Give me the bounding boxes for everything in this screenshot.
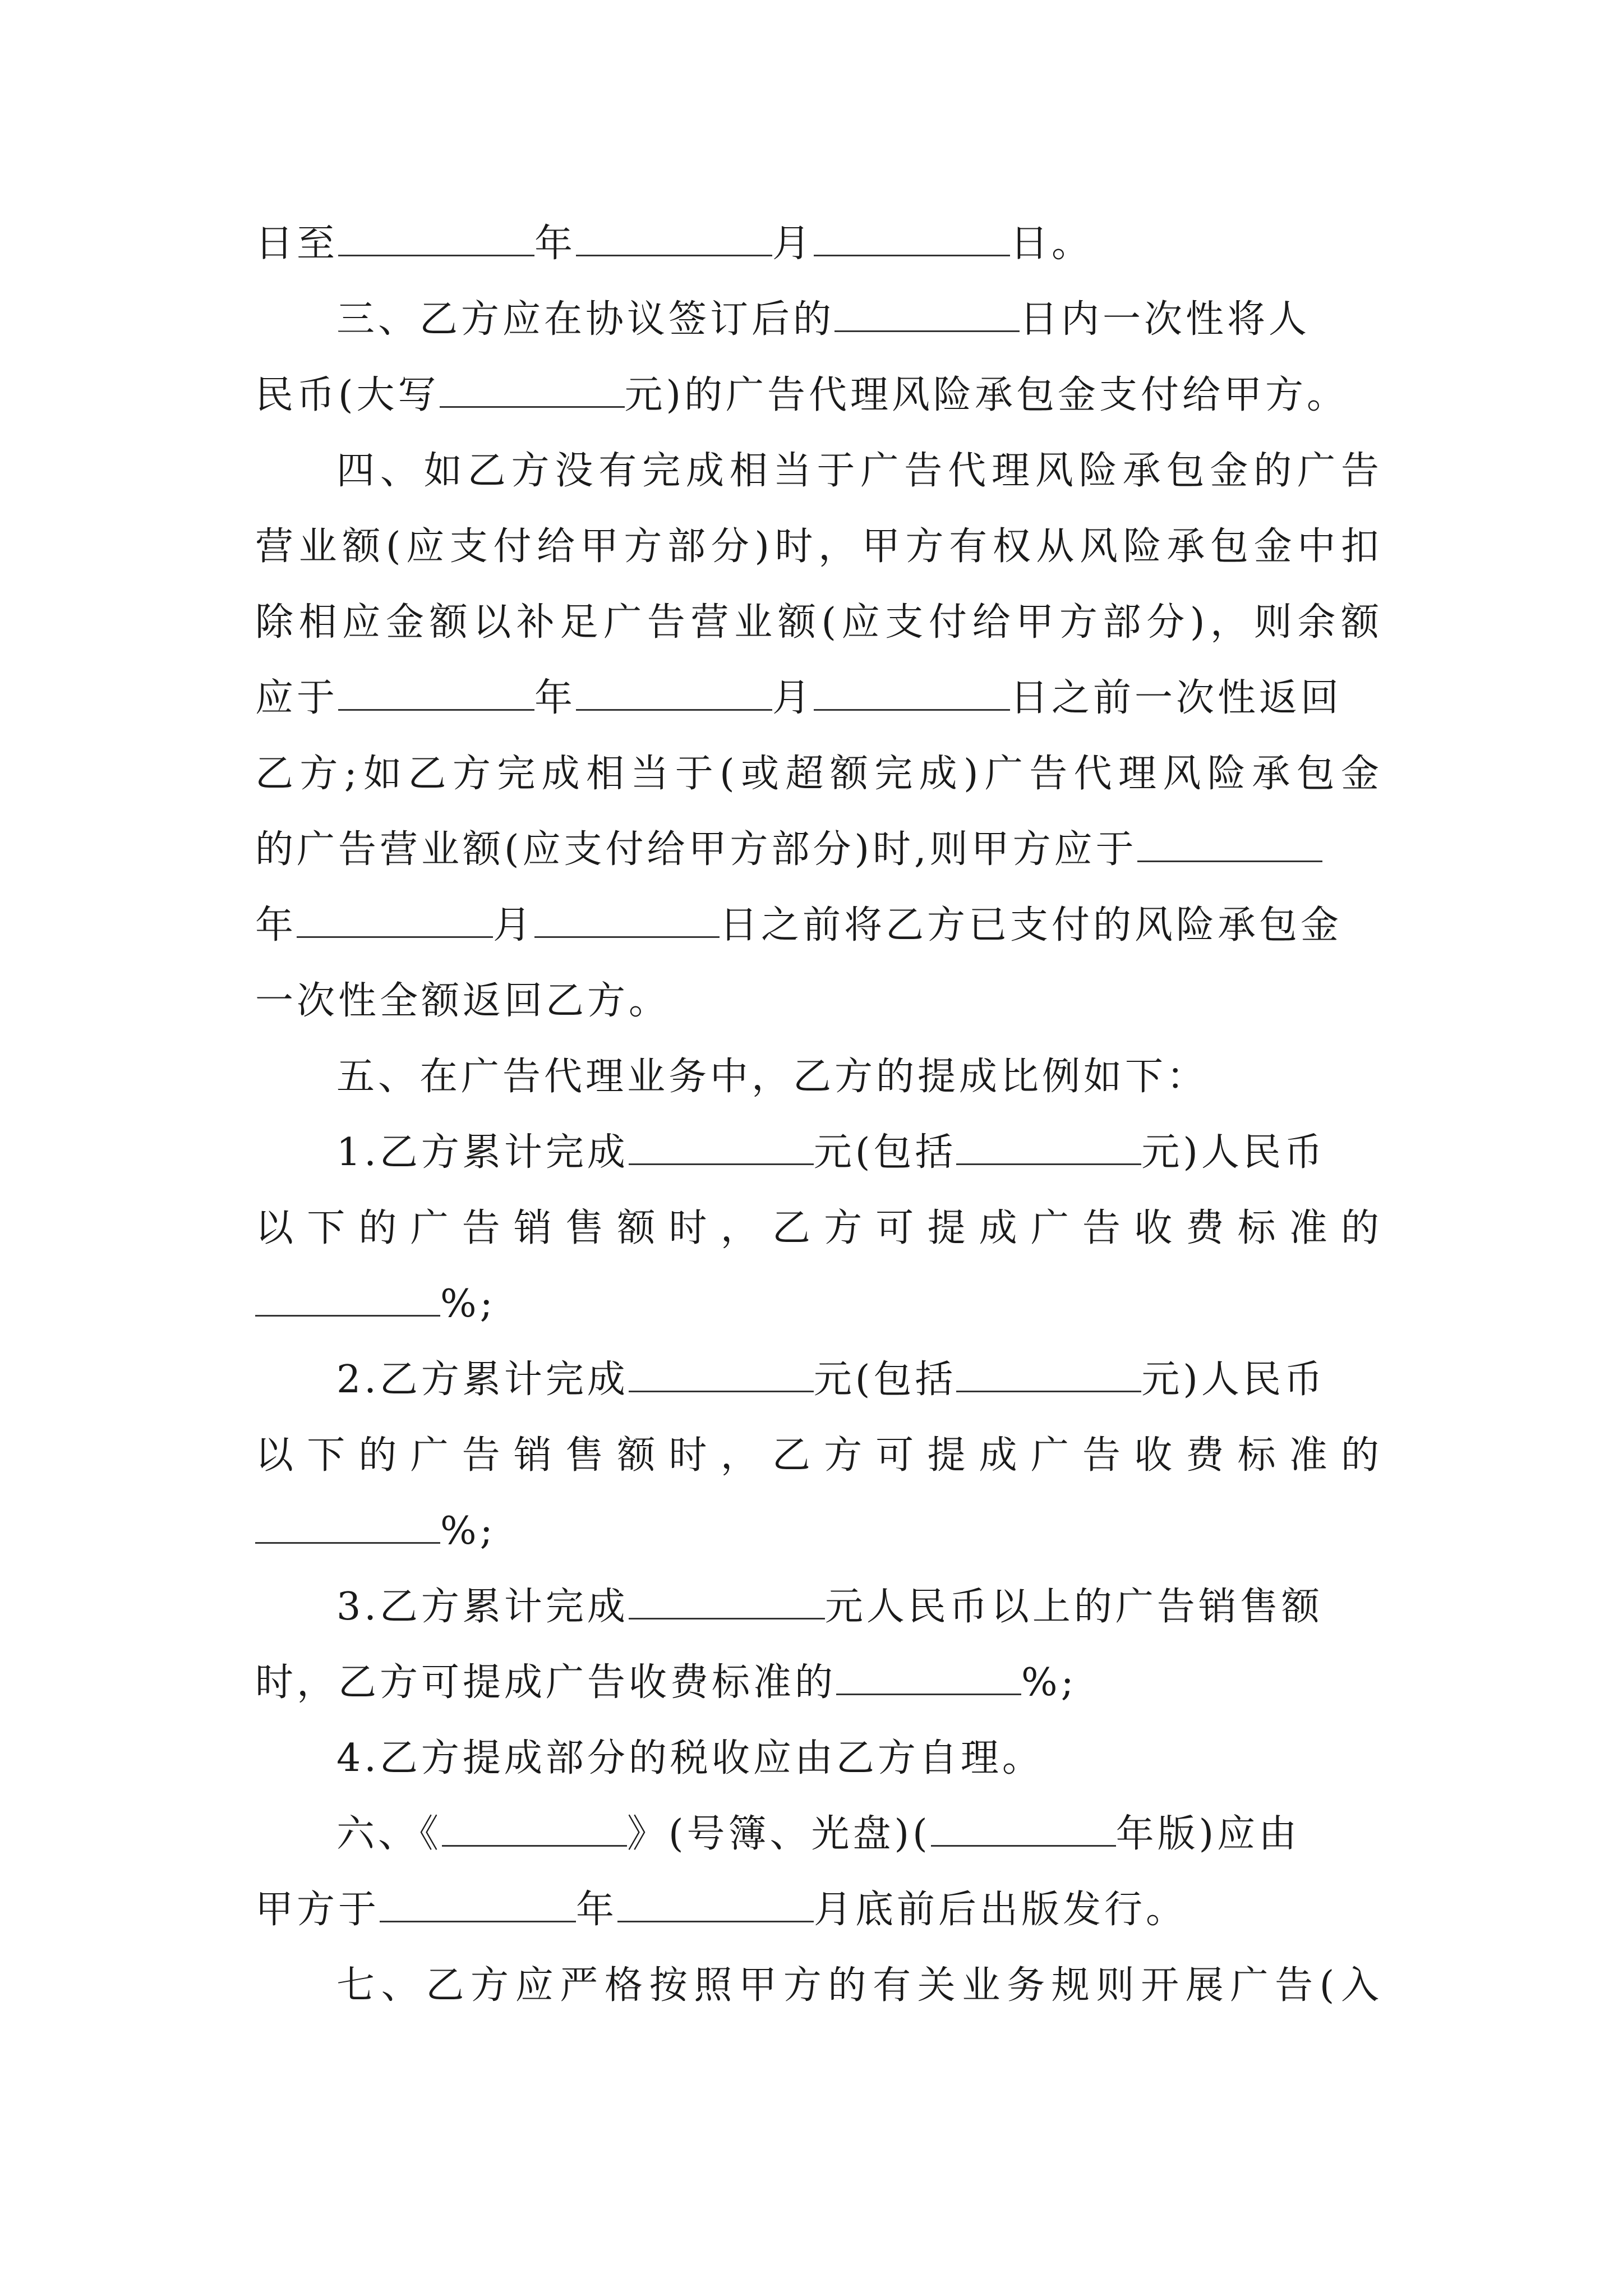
text-span: 六、《 (336, 1812, 442, 1856)
text-line (336, 1352, 1382, 1408)
text-span: 乙方;如乙方完成相当于(或超额完成)广告代理风险承包金 (255, 752, 1382, 796)
text-span: 3.乙方累计完成 (336, 1585, 629, 1629)
text-span: 1.乙方累计完成 (336, 1130, 629, 1175)
fill-in-blank (534, 903, 720, 938)
text-span: 年 (534, 222, 577, 266)
fill-in-blank (629, 1357, 814, 1392)
text-span: 除相应金额以补足广告营业额(应支付给甲方部分)，则余额 (255, 600, 1382, 645)
text-span: 年 (576, 1888, 618, 1932)
fill-in-blank (617, 1887, 814, 1922)
text-span: 日至 (255, 222, 339, 266)
fill-in-blank (834, 297, 1020, 332)
text-line (255, 1503, 1382, 1559)
text-span: 时，乙方可提成广告收费标准的 (255, 1660, 837, 1705)
text-line (255, 973, 1382, 1029)
text-line (255, 822, 1382, 878)
text-span: 元)人民币 (1141, 1130, 1326, 1175)
fill-in-blank (931, 1811, 1116, 1847)
text-line (336, 1049, 1382, 1105)
text-line (255, 746, 1382, 802)
text-span: 》(号簿、光盘)( (627, 1812, 931, 1856)
text-span: 月 (772, 676, 814, 720)
fill-in-blank (814, 675, 1010, 711)
fill-in-blank (255, 1281, 440, 1317)
text-span: 的广告营业额(应支付给甲方部分)时,则甲方应于 (255, 827, 1137, 872)
fill-in-blank (629, 1130, 814, 1165)
text-line (255, 1428, 1382, 1484)
text-line (336, 1731, 1382, 1787)
text-span: 应于 (255, 676, 339, 720)
text-span: 民币(大写 (255, 373, 440, 417)
text-span: 甲方于 (255, 1888, 380, 1932)
fill-in-blank (836, 1660, 1021, 1695)
fill-in-blank (380, 1887, 576, 1922)
fill-in-blank (338, 675, 534, 711)
text-span: 日之前将乙方已支付的风险承包金 (720, 903, 1343, 947)
text-line (255, 367, 1382, 424)
text-line (255, 1276, 1382, 1332)
text-span: 元人民币以上的广告销售额 (824, 1585, 1323, 1629)
text-line (255, 1655, 1382, 1711)
text-span: 年 (534, 676, 577, 720)
fill-in-blank (814, 221, 1010, 256)
text-span: %; (440, 1282, 496, 1326)
text-line (336, 1125, 1382, 1181)
text-line (255, 595, 1382, 651)
fill-in-blank (629, 1584, 825, 1619)
text-span: 七、乙方应严格按照甲方的有关业务规则开展广告(入 (336, 1963, 1382, 2008)
text-span: 日。 (1010, 222, 1094, 266)
text-line (255, 898, 1382, 954)
text-span: 日之前一次性返回 (1010, 676, 1343, 720)
text-line (336, 1579, 1382, 1635)
fill-in-blank (956, 1357, 1141, 1392)
fill-in-blank (338, 221, 534, 256)
text-span: 营业额(应支付给甲方部分)时，甲方有权从风险承包金中扣 (255, 524, 1382, 569)
text-line (255, 670, 1382, 726)
text-span: 一次性全额返回乙方。 (255, 979, 671, 1023)
text-line (336, 443, 1382, 499)
text-line (336, 1958, 1382, 2014)
text-line (255, 1882, 1382, 1938)
fill-in-blank (1137, 827, 1322, 862)
text-span: 年 (255, 903, 297, 947)
text-span: 2.乙方累计完成 (336, 1358, 629, 1402)
text-span: %; (1021, 1660, 1077, 1705)
text-span: 元(包括 (813, 1130, 957, 1175)
text-span: 日内一次性将人 (1020, 297, 1311, 342)
text-span: 五、在广告代理业务中，乙方的提成比例如下： (336, 1055, 1209, 1099)
text-line (336, 292, 1382, 348)
text-line (336, 1806, 1382, 1862)
fill-in-blank (956, 1130, 1141, 1165)
text-span: 月底前后出版发行。 (814, 1888, 1188, 1932)
text-span: 4.乙方提成部分的税收应由乙方自理。 (336, 1736, 1044, 1780)
text-span: %; (440, 1509, 496, 1553)
text-span: 元(包括 (813, 1358, 957, 1402)
text-span: 以下的广告销售额时，乙方可提成广告收费标准的 (255, 1433, 1382, 1478)
text-line (255, 1200, 1382, 1257)
text-span: 月 (772, 222, 814, 266)
fill-in-blank (576, 221, 772, 256)
fill-in-blank (442, 1811, 627, 1847)
text-line (255, 216, 1382, 272)
text-line (255, 519, 1382, 575)
fill-in-blank (255, 1508, 440, 1544)
text-span: 元)人民币 (1141, 1358, 1326, 1402)
fill-in-blank (576, 675, 772, 711)
text-span: 月 (493, 903, 535, 947)
text-span: 以下的广告销售额时，乙方可提成广告收费标准的 (255, 1206, 1382, 1250)
fill-in-blank (440, 372, 625, 408)
text-span: 元)的广告代理风险承包金支付给甲方。 (624, 373, 1349, 417)
text-span: 四、如乙方没有完成相当于广告代理风险承包金的广告 (336, 449, 1382, 493)
text-span: 三、乙方应在协议签订后的 (336, 297, 835, 342)
fill-in-blank (297, 903, 493, 938)
text-span: 年版)应由 (1115, 1812, 1301, 1856)
